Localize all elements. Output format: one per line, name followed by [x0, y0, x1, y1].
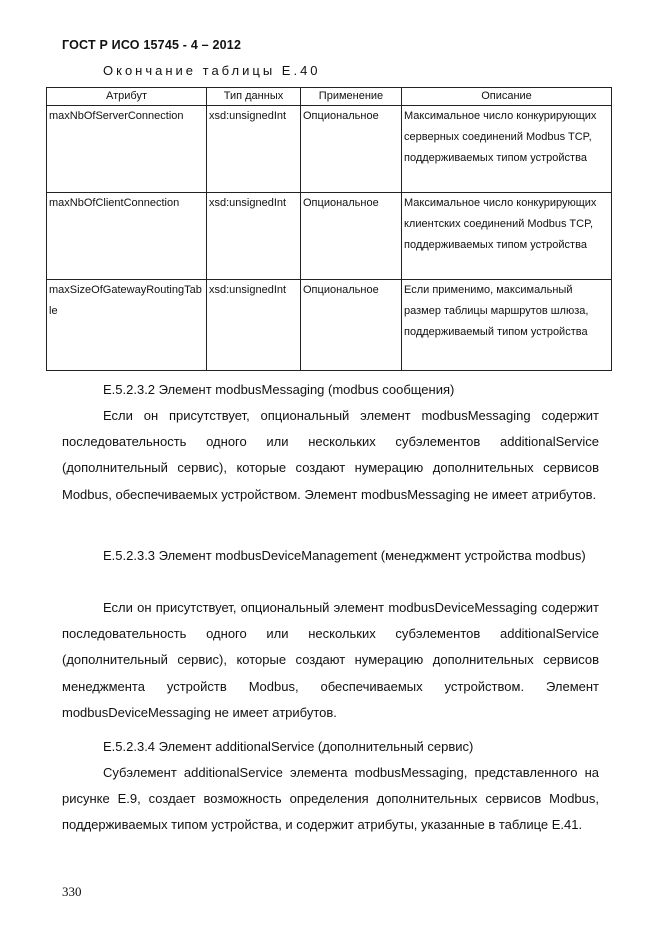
cell-usage: Опциональное	[301, 193, 402, 280]
attribute-table	[46, 87, 612, 371]
column-header-usage: Применение	[301, 88, 402, 106]
cell-description: Максимальное число конкурирующих клиентских соединений Modbus TCP, поддерживаемых типом устройства	[402, 193, 612, 280]
page-number: 330	[62, 884, 82, 899]
table-caption: Окончание таблицы Е.40	[103, 63, 321, 78]
section-heading: Е.5.2.3.2 Элемент modbusMessaging (modbus сообщения)	[103, 382, 455, 397]
table-row	[47, 193, 612, 280]
cell-type: xsd:unsignedInt	[207, 106, 301, 193]
document-code: ГОСТ Р ИСО 15745 - 4 – 2012	[62, 38, 242, 52]
column-header-type: Тип данных	[207, 88, 301, 106]
section-heading: Е.5.2.3.3 Элемент modbusDeviceManagement (менеджмент устройства modbus)	[103, 548, 586, 563]
cell-attribute: maxNbOfServerConnection	[47, 106, 207, 193]
section-heading: Е.5.2.3.4 Элемент additionalService (дополнительный сервис)	[103, 739, 474, 754]
cell-usage: Опциональное	[301, 106, 402, 193]
section-paragraph: Субэлемент additionalService элемента modbusMessaging, представленного на рисунке Е.9, создает возможность определения дополнительных сервисов Modbus, поддерживаемых типом устройства, и содержит атрибуты, указанные в таблице Е.41.	[62, 765, 599, 833]
cell-description: Максимальное число конкурирующих серверных соединений Modbus TCP, поддерживаемых типом устройства	[402, 106, 612, 193]
cell-usage: Опциональное	[301, 280, 402, 371]
table-header-row	[47, 88, 612, 106]
cell-attribute: maxNbOfClientConnection	[47, 193, 207, 280]
section-paragraph: Если он присутствует, опциональный элемент modbusDeviceMessaging содержит последовательность одного или нескольких субэлементов additionalService (дополнительный сервис), которые создают нумерацию дополнительных сервисов менеджмента устройств Modbus, обеспечиваемых устройством. Элемент modbusDeviceMessaging не имеет атрибутов.	[62, 600, 599, 720]
cell-description: Если применимо, максимальный размер таблицы маршрутов шлюза, поддерживаемый типом устройства	[402, 280, 612, 371]
table-row	[47, 106, 612, 193]
table-row	[47, 280, 612, 371]
cell-attribute: maxSizeOfGatewayRoutingTable	[47, 280, 207, 371]
cell-type: xsd:unsignedInt	[207, 193, 301, 280]
section-paragraph: Если он присутствует, опциональный элемент modbusMessaging содержит последовательность одного или нескольких субэлементов additionalService (дополнительный сервис), которые создают нумерацию дополнительных сервисов Modbus, обеспечиваемых устройством. Элемент modbusMessaging не имеет атрибутов.	[62, 408, 599, 502]
column-header-attribute: Атрибут	[47, 88, 207, 106]
cell-type: xsd:unsignedInt	[207, 280, 301, 371]
column-header-description: Описание	[402, 88, 612, 106]
